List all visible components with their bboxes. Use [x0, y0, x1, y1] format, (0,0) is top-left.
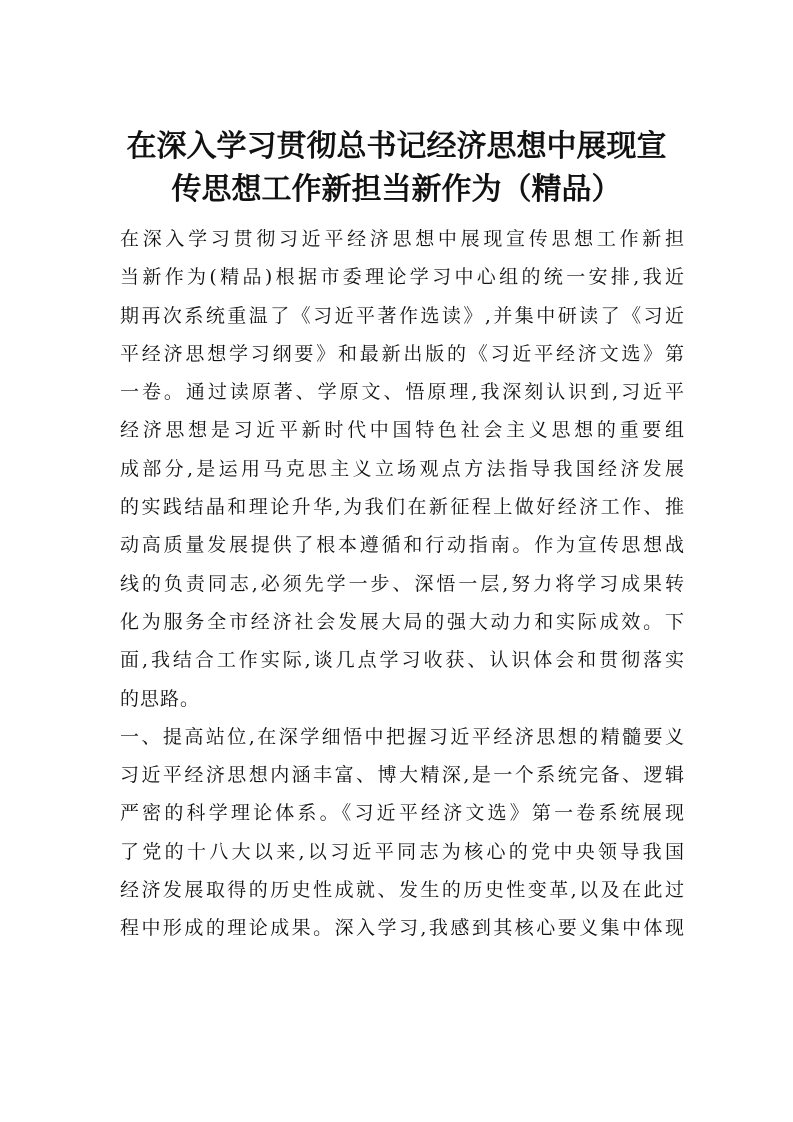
body-text-line: 一卷。通过读原著、学原文、悟原理,我深刻认识到,习近平	[120, 381, 685, 404]
body-text-line: 严密的科学理论体系。《习近平经济文选》第一卷系统展现	[120, 802, 685, 825]
body-text-line: 的思路。	[120, 687, 201, 710]
section-heading: 一、提高站位,在深学细悟中把握习近平经济思想的精髓要义	[120, 725, 685, 748]
body-text-line: 习近平经济思想内涵丰富、博大精深,是一个系统完备、逻辑	[120, 764, 685, 787]
document-body	[120, 220, 685, 948]
body-text-line: 化为服务全市经济社会发展大局的强大动力和实际成效。下	[120, 610, 685, 633]
body-text-line: 经济发展取得的历史性成就、发生的历史性变革,以及在此过	[120, 879, 685, 902]
body-text-line: 平经济思想学习纲要》和最新出版的《习近平经济文选》第	[120, 342, 685, 365]
body-text-line: 线的负责同志,必须先学一步、深悟一层,努力将学习成果转	[120, 572, 685, 595]
body-text-line: 成部分,是运用马克思主义立场观点方法指导我国经济发展	[120, 457, 685, 480]
body-text-line: 的实践结晶和理论升华,为我们在新征程上做好经济工作、推	[120, 496, 685, 519]
body-text-line: 了党的十八大以来,以习近平同志为核心的党中央领导我国	[120, 840, 685, 863]
body-text-line: 动高质量发展提供了根本遵循和行动指南。作为宣传思想战	[120, 534, 685, 557]
document-title-line-1: 在深入学习贯彻总书记经济思想中展现宣	[126, 129, 667, 164]
body-text-line: 程中形成的理论成果。深入学习,我感到其核心要义集中体现	[120, 917, 685, 940]
body-text-line: 经济思想是习近平新时代中国特色社会主义思想的重要组	[120, 419, 685, 442]
body-text-line: 在深入学习贯彻习近平经济思想中展现宣传思想工作新担	[120, 228, 685, 250]
body-text-line: 面,我结合工作实际,谈几点学习收获、认识体会和贯彻落实	[120, 649, 685, 672]
document-title-line-2: 传思想工作新担当新作为（精品）	[171, 172, 622, 207]
body-text-line: 当新作为(精品)根据市委理论学习中心组的统一安排,我近	[120, 266, 685, 289]
body-text-line: 期再次系统重温了《习近平著作选读》,并集中研读了《习近	[120, 304, 685, 327]
